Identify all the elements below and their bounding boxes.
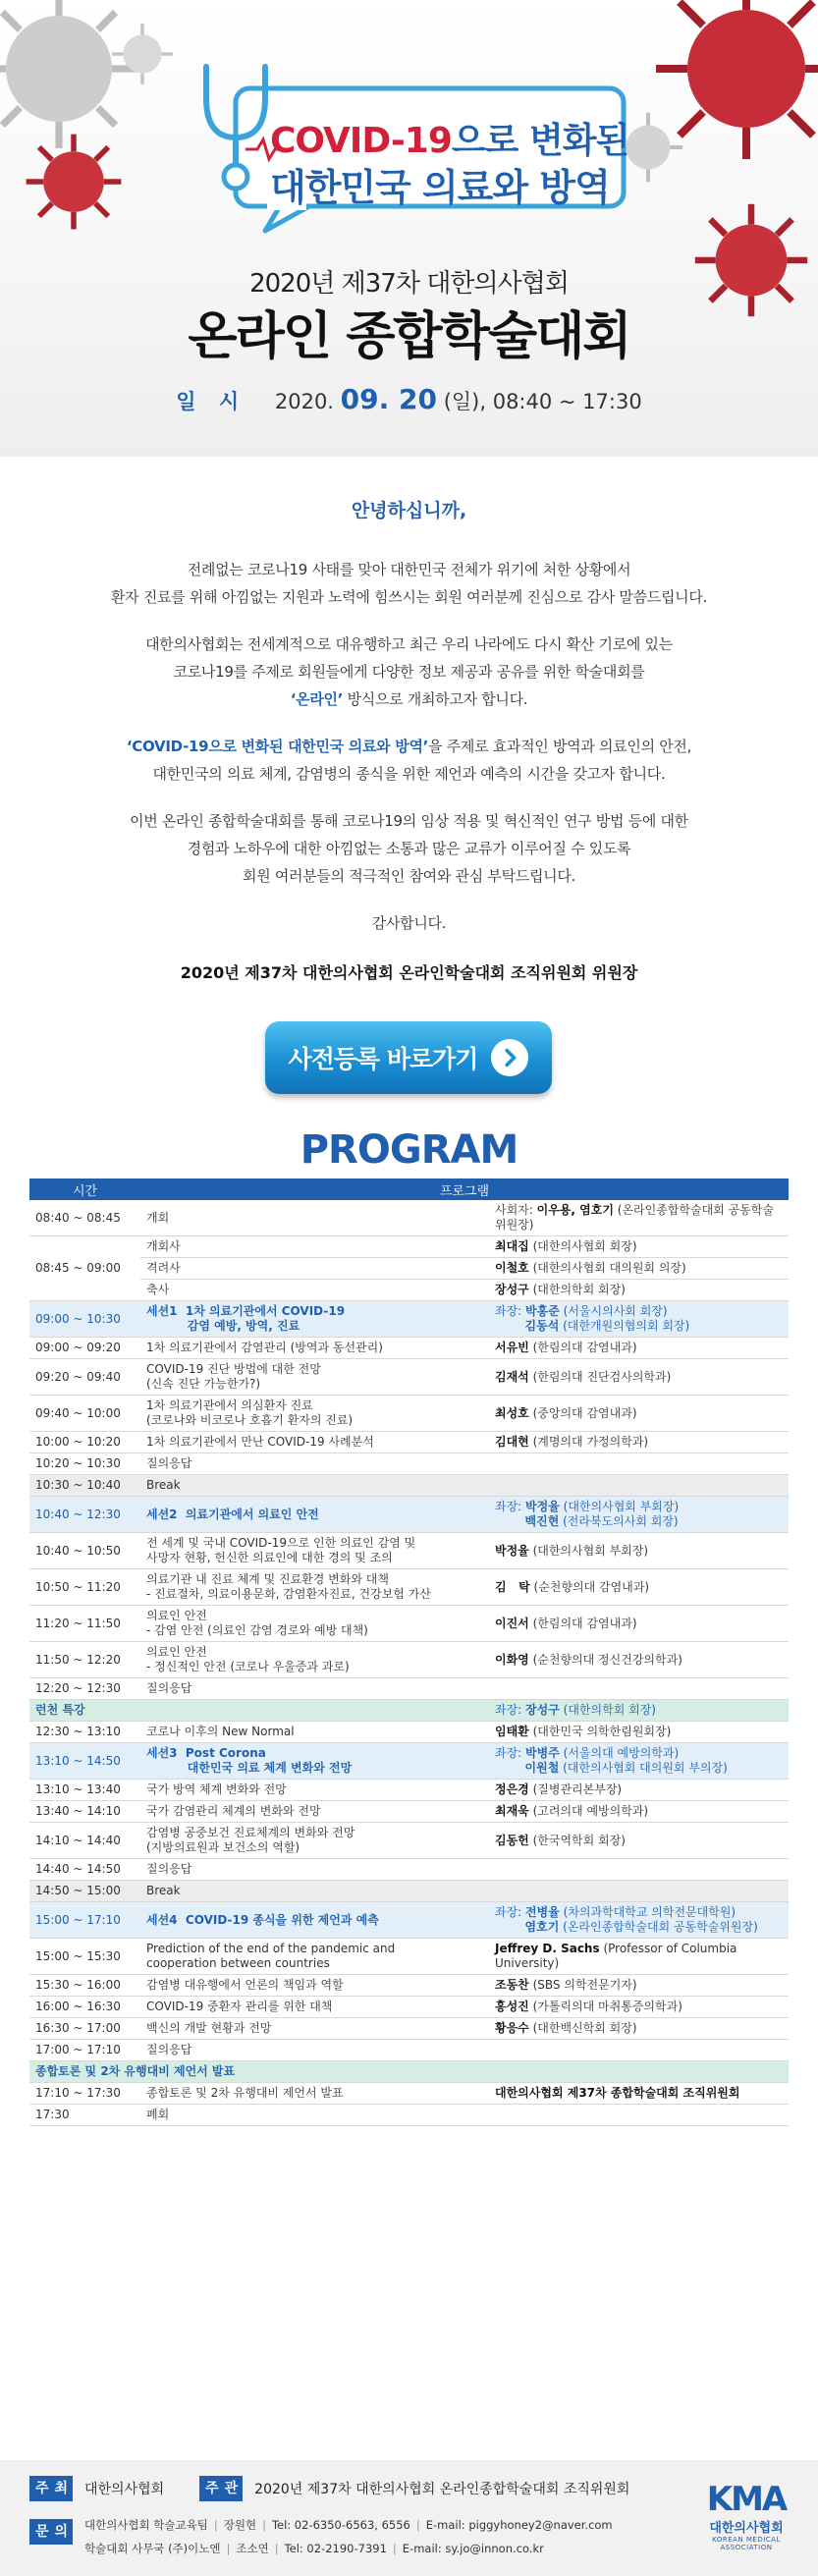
program-row [29,1338,789,1359]
program-title-cell: 1차 의료기관에서 감염관리 (방역과 동선관리) [140,1338,489,1359]
program-title-cell: 폐회 [140,2105,489,2126]
event-date: 일 시 2020. 09. 20 (일), 08:40 ~ 17:30 [176,383,642,415]
program-title-cell: 국가 방역 체계 변화와 전망 [140,1780,489,1801]
date-label: 일 시 [176,390,247,413]
program-time: 17:30 [29,2105,140,2126]
organizer-name: 2020년 제37차 대한의사협회 온라인종합학술대회 조직위원회 [254,2482,630,2497]
greeting-hello: 안녕하십니까, [351,500,467,521]
program-row [29,1236,789,1258]
program-speaker: 대한의사협회 제37차 종합학술대회 조직위원회 [489,2083,789,2105]
program-time: 08:45 ~ 09:00 [29,1236,140,1301]
program-title-cell: 감염병 공중보건 진료체계의 변화와 전망 (지방의료원과 보건소의 역할) [140,1823,489,1859]
program-time: 16:00 ~ 16:30 [29,1997,140,2018]
program-row [29,1939,789,1975]
program-row [29,1453,789,1475]
program-speaker: 최성호 (중앙의대 감염내과) [489,1396,789,1432]
program-title-cell [140,1700,489,1722]
program-speaker: 이화영 (순천향의대 정신건강의학과) [489,1642,789,1678]
program-title-cell: 세션3 Post Corona 대한민국 의료 체계 변화와 전망 [140,1743,489,1780]
program-row [29,1359,789,1396]
program-title-cell: 종합토론 및 2차 유행대비 제언서 발표 [140,2083,489,2105]
program-speaker: 최재욱 (고려의대 예방의학과) [489,1801,789,1823]
program-row [29,1497,789,1533]
program-title-cell: 개회 [140,1200,489,1236]
program-speaker: 서유빈 (한림의대 감염내과) [489,1338,789,1359]
virus-icon [108,20,177,88]
program-time: 13:40 ~ 14:10 [29,1801,140,1823]
program-title: PROGRAM [300,1127,518,1173]
program-row [29,2083,789,2105]
contact-list [84,2513,613,2560]
pre-registration-label: 사전등록 바로가기 [288,1045,478,1073]
program-row [29,1722,789,1743]
program-row [29,1606,789,1642]
program-speaker [489,1859,789,1881]
badge-line1: COVID-19으로 변화된 [270,121,629,161]
program-time: 08:40 ~ 08:45 [29,1200,140,1236]
program-speaker: 좌장: 장성구 (대한의학회 회장) [489,1700,789,1722]
program-speaker [489,1453,789,1475]
virus-icon [20,128,128,236]
program-header-row [29,1178,789,1200]
program-title-cell: 질의응답 [140,1678,489,1700]
program-time: 16:30 ~ 17:00 [29,2018,140,2040]
program-speaker: 사회자: 이우용, 염호기 (온라인종합학술대회 공동학술위원장) [489,1200,789,1236]
program-time: 15:30 ~ 16:00 [29,1975,140,1997]
program-row [29,1642,789,1678]
hero-banner [0,0,818,457]
host-name: 대한의사협회 [84,2482,165,2497]
program-row [29,1200,789,1236]
greeting-thanks: 감사합니다. [371,914,447,932]
greeting-paragraph: 이번 온라인 종합학술대회를 통해 코로나19의 임상 적용 및 혁신적인 연구 방법 등에 대한 경험과 노하우에 대한 아낌없는 소통과 많은 교류가 이루어질 수 있도록 회원 여러분들의 적극적인 참여와 관심 부탁드립니다. [130,812,688,885]
event-title: 온라인 종합학술대회 [188,307,630,366]
program-time: 14:50 ~ 15:00 [29,1881,140,1902]
chevron-right-icon [491,1039,528,1076]
greeting-paragraph: ‘COVID-19으로 변화된 대한민국 의료와 방역’을 주제로 효과적인 방역과 의료인의 안전, 대한민국의 의료 체계, 감염병의 종식을 위한 제언과 예측의 시간을 갖고자 합니다. [126,738,692,783]
program-row [29,1823,789,1859]
program-title-cell: 의료인 안전 - 감염 안전 (의료인 감염 경로와 예방 대책) [140,1606,489,1642]
program-speaker: 좌장: 박병주 (서울의대 예방의학과) 이원철 (대한의사협회 대의원회 부의장) [489,1743,789,1780]
program-speaker: 박정율 (대한의사협회 부회장) [489,1533,789,1569]
program-speaker [489,2040,789,2061]
program-time: 11:20 ~ 11:50 [29,1606,140,1642]
program-time: 15:00 ~ 17:10 [29,1902,140,1939]
program-section-label: 종합토론 및 2차 유행대비 제언서 발표 [29,2061,789,2083]
program-title-cell: 세션4 COVID-19 종식을 위한 제언과 예측 [140,1902,489,1939]
program-row [29,1700,789,1722]
program-row [29,1569,789,1606]
program-row [29,1902,789,1939]
program-title-cell: 개회사 [140,1236,489,1258]
greeting-signature: 2020년 제37차 대한의사협회 온라인학술대회 조직위원회 위원장 [180,963,638,982]
program-speaker [489,1881,789,1902]
program-title-cell: Break [140,1881,489,1902]
program-speaker: 홍성진 (가톨릭의대 마취통증의학과) [489,1997,789,2018]
program-speaker: 최대집 (대한의사협회 회장) [489,1236,789,1258]
program-speaker: 이진서 (한림의대 감염내과) [489,1606,789,1642]
program-time: 11:50 ~ 12:20 [29,1642,140,1678]
program-row [29,1432,789,1453]
program-row [29,1743,789,1780]
program-time: 14:40 ~ 14:50 [29,1859,140,1881]
title-badge [187,59,628,236]
footer-host-row [29,2476,629,2501]
contact-email-link[interactable]: E-mail: sy.jo@innon.co.kr [402,2542,544,2555]
program-title-cell: COVID-19 중환자 관리를 위한 대책 [140,1997,489,2018]
contact-line: 대한의사협회 학술교육팀 | 장원현 | Tel: 02-6350-6563, 6556 | E-mail: piggyhoney2@naver.com [84,2518,613,2532]
contact-line: 학술대회 사무국 (주)이노엔 | 조소연 | Tel: 02-2190-7391 | E-mail: sy.jo@innon.co.kr [84,2542,544,2555]
program-head-time: 시간 [29,1178,140,1200]
program-time: 13:10 ~ 13:40 [29,1780,140,1801]
program-title-cell: Prediction of the end of the pandemic and cooperation between countries [140,1939,489,1975]
program-title-cell: 질의응답 [140,2040,489,2061]
program-time: 10:00 ~ 10:20 [29,1432,140,1453]
greeting-paragraph: 전례없는 코로나19 사태를 맞아 대한민국 전체가 위기에 처한 상황에서 환자 진료를 위해 아낌없는 지원과 노력에 힘쓰시는 회원 여러분께 진심으로 감사 말씀드립니다. [110,561,708,606]
program-speaker: 장성구 (대한의학회 회장) [489,1280,789,1301]
program-row [29,1859,789,1881]
program-row [29,1678,789,1700]
program-time: 09:00 ~ 10:30 [29,1301,140,1338]
program-time: 12:30 ~ 13:10 [29,1722,140,1743]
program-title-cell: 의료기관 내 진료 체계 및 진료환경 변화와 대책 - 진료절차, 의료이용문화, 감염환자진료, 건강보험 가산 [140,1569,489,1606]
program-title-cell: 1차 의료기관에서 만난 COVID-19 사례분석 [140,1432,489,1453]
program-speaker: 좌장: 전병율 (차의과학대학교 의학전문대학원) 염호기 (온라인종합학술대회 공동학술위원장) [489,1902,789,1939]
program-title-cell: 감염병 대유행에서 언론의 책임과 역할 [140,1975,489,1997]
program-title-cell: 질의응답 [140,1453,489,1475]
program-row [29,2061,789,2083]
program-row [29,2105,789,2126]
program-speaker: 좌장: 박홍준 (서울시의사회 회장) 김동석 (대한개원의협의회 회장) [489,1301,789,1338]
program-title-cell: 질의응답 [140,1859,489,1881]
program-time: 10:40 ~ 12:30 [29,1497,140,1533]
program-speaker: 임태환 (대한민국 의학한림원회장) [489,1722,789,1743]
program-row [29,1881,789,1902]
program-time: 09:40 ~ 10:00 [29,1396,140,1432]
program-title-cell: 백신의 개발 현황과 전망 [140,2018,489,2040]
program-title-cell: Break [140,1475,489,1497]
program-row [29,1301,789,1338]
program-speaker: 김동헌 (한국역학회 회장) [489,1823,789,1859]
program-time: 09:20 ~ 09:40 [29,1359,140,1396]
program-row [29,2040,789,2061]
program-title-cell: 격려사 [140,1258,489,1280]
program-speaker: 조동찬 (SBS 의학전문기자) [489,1975,789,1997]
organizer-tag: 주관 [199,2476,243,2501]
program-title-cell: 축사 [140,1280,489,1301]
footer-contact-row [29,2513,613,2560]
program-time: 10:50 ~ 11:20 [29,1569,140,1606]
program-title-cell: 1차 의료기관에서 의심환자 진료 (코로나와 비코로나 호흡기 환자의 진료) [140,1396,489,1432]
program-title-cell: 전 세계 및 국내 COVID-19으로 인한 의료인 감염 및 사망자 현황, 헌신한 의료인에 대한 경의 및 조의 [140,1533,489,1569]
contact-email-link[interactable]: E-mail: piggyhoney2@naver.com [425,2518,613,2532]
program-time: 17:10 ~ 17:30 [29,2083,140,2105]
program-row [29,1258,789,1280]
event-subtitle: 2020년 제37차 대한의사협회 [249,269,569,299]
program-time: 12:20 ~ 12:30 [29,1678,140,1700]
program-title-cell: 코로나 이후의 New Normal [140,1722,489,1743]
program-speaker: 이철호 (대한의사협회 대의원회 의장) [489,1258,789,1280]
program-table [29,1178,789,2126]
program-time: 런천 특강 [29,1700,140,1722]
host-tag: 주최 [29,2476,73,2501]
program-time: 14:10 ~ 14:40 [29,1823,140,1859]
program-speaker [489,1475,789,1497]
program-row [29,1801,789,1823]
program-speaker: 정은경 (질병관리본부장) [489,1780,789,1801]
greeting-paragraph: 대한의사협회는 전세계적으로 대유행하고 최근 우리 나라에도 다시 확산 기로에 있는 코로나19를 주제로 회원들에게 다양한 정보 제공과 공유를 위한 학술대회를 ‘온라인’ 방식으로 개최하고자 합니다. [145,635,673,708]
program-title-cell: COVID-19 진단 방법에 대한 전망 (신속 진단 가능한가?) [140,1359,489,1396]
program-title-cell: 국가 감염관리 체계의 변화와 전망 [140,1801,489,1823]
program-title-cell: 의료인 안전 - 정신적인 안전 (코로나 우울증과 과로) [140,1642,489,1678]
program-time: 17:00 ~ 17:10 [29,2040,140,2061]
program-time: 10:20 ~ 10:30 [29,1453,140,1475]
footer [0,2460,818,2576]
program-speaker [489,1678,789,1700]
pre-registration-button[interactable] [265,1021,552,1094]
program-time: 10:30 ~ 10:40 [29,1475,140,1497]
program-speaker: 김 탁 (순천향의대 감염내과) [489,1569,789,1606]
program-row [29,1533,789,1569]
program-row [29,1280,789,1301]
program-speaker: 황응수 (대한백신학회 회장) [489,2018,789,2040]
greeting-section [0,496,818,983]
program-time: 09:00 ~ 09:20 [29,1338,140,1359]
program-speaker: Jeffrey D. Sachs (Professor of Columbia University) [489,1939,789,1975]
program-title-cell: 세션2 의료기관에서 의료인 안전 [140,1497,489,1533]
program-row [29,2018,789,2040]
contact-tag: 문의 [29,2519,73,2545]
program-speaker: 김대현 (계명의대 가정의학과) [489,1432,789,1453]
program-speaker [489,2105,789,2126]
program-speaker: 좌장: 박정율 (대한의사협회 부회장) 백진현 (전라북도의사회 회장) [489,1497,789,1533]
program-title-cell: 세션1 1차 의료기관에서 COVID-19 감염 예방, 방역, 진료 [140,1301,489,1338]
program-speaker: 김재석 (한림의대 진단검사의학과) [489,1359,789,1396]
program-time: 15:00 ~ 15:30 [29,1939,140,1975]
program-row [29,1396,789,1432]
program-row [29,1997,789,2018]
program-row [29,1475,789,1497]
program-row [29,1975,789,1997]
program-row [29,1780,789,1801]
program-head-program: 프로그램 [140,1178,789,1200]
kma-logo: KMA 대한의사협회 KOREAN MEDICAL ASSOCIATION [706,2480,787,2551]
program-time: 13:10 ~ 14:50 [29,1743,140,1780]
program-body [29,1200,789,2126]
badge-line2: 대한민국 의료와 방역 [270,166,610,209]
program-time: 10:40 ~ 10:50 [29,1533,140,1569]
